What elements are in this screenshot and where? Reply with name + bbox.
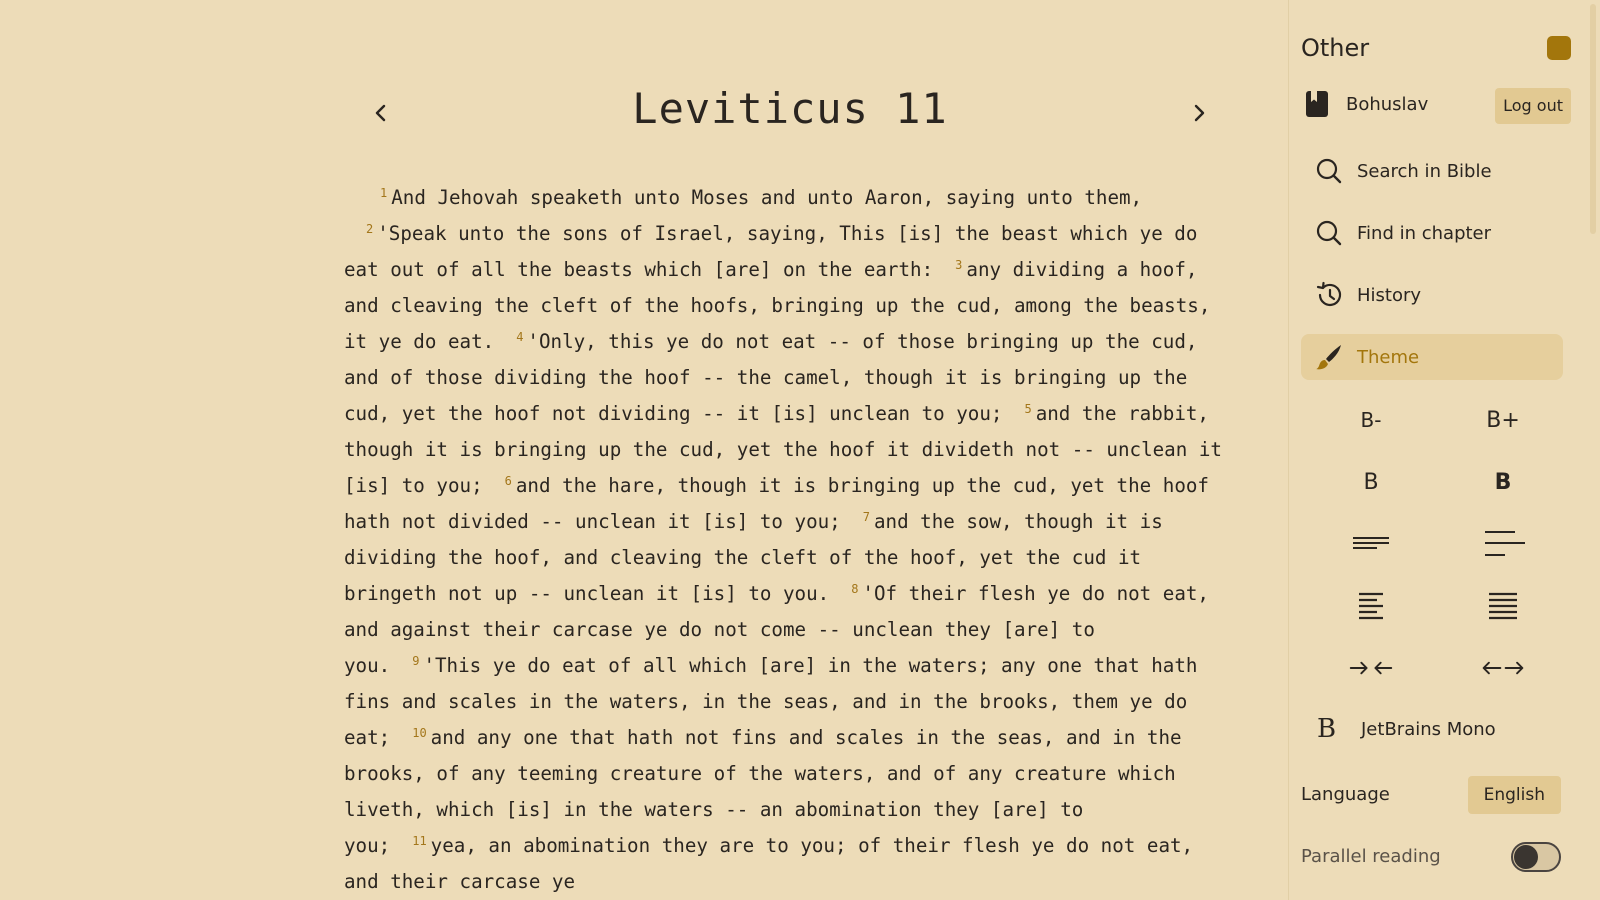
sidebar [1288,0,1600,900]
verse-number[interactable]: 9 [412,653,420,668]
increase-font-size-label: B+ [1486,407,1520,433]
decrease-font-size-label: B- [1360,408,1382,432]
verse-text: any dividing a hoof, and cleaving the cleft of the hoofs, bringing up the cud, among the beasts, it ye do eat. [344,258,1211,353]
search-in-bible-label: Search in Bible [1357,160,1492,182]
normal-weight-label: B [1363,469,1379,495]
verse-number[interactable]: 8 [851,581,859,596]
toggle-knob [1514,845,1538,869]
verse-number[interactable]: 5 [1024,401,1032,416]
decrease-font-size-button[interactable] [1321,398,1421,442]
verse-text: 'Speak unto the sons of Israel, saying, This [is] the beast which ye do eat out of all the beasts which [are] on the earth: [344,222,1198,281]
next-chapter-button[interactable] [1184,98,1214,128]
chevron-right-icon [1189,103,1209,123]
verse-number[interactable]: 7 [862,509,870,524]
line-spacing-wide-button[interactable] [1453,522,1553,566]
verse-text: 'Only, this ye do not eat -- of those bringing up the cud, and of those dividing the hoof -- the camel, though it is bringing up the cud, yet the hoof not dividing -- it [is] unclean to you; [344,330,1198,425]
sidebar-scrollbar[interactable] [1590,4,1596,234]
verse-text: And Jehovah speaketh unto Moses and unto Aaron, saying unto them, [391,186,1143,209]
verse-number[interactable]: 11 [412,833,427,848]
verse-text: and any one that hath not fins and scales in the seas, and in the brooks, of any teeming creature of the waters, and of any creature which liveth, which [is] in the waters -- an abomination they [are] to you; [344,726,1182,857]
verse-number[interactable]: 3 [955,257,963,272]
align-justify-button[interactable] [1453,584,1553,628]
verse-text: and the rabbit, though it is bringing up the cud, yet the hoof it divideth not -- unclean it [is] to you; [344,402,1222,497]
user-name: Bohuslav [1346,94,1429,115]
parallel-reading-toggle[interactable] [1511,842,1561,872]
bookmark-book-icon [1305,90,1329,118]
verse-number[interactable]: 6 [504,473,512,488]
accent-color-swatch[interactable] [1547,36,1571,60]
sidebar-title: Other [1301,34,1370,62]
verse-text: and the sow, though it is dividing the hoof, and cleaving the cleft of the hoof, yet the cud it bringeth not up -- unclean it [is] to you. [344,510,1163,605]
verse-text: 'This ye do eat of all which [are] in the waters; any one that hath fins and scales in the waters, in the seas, and in the brooks, them ye do eat; [344,654,1198,749]
sidebar-header [1301,30,1571,66]
bold-weight-label: B [1494,469,1512,495]
search-icon [1315,219,1343,247]
find-in-chapter-item[interactable] [1301,210,1563,256]
line-spacing-tight-icon [1349,529,1393,559]
paintbrush-icon [1315,343,1343,371]
verse-number[interactable]: 10 [412,725,427,740]
wide-width-button[interactable] [1453,646,1553,690]
search-icon [1315,157,1343,185]
parallel-reading-label: Parallel reading [1301,846,1441,867]
font-glyph-icon: B [1317,714,1337,744]
align-left-button[interactable] [1321,584,1421,628]
chapter-title: Leviticus 11 [632,84,948,133]
normal-weight-button[interactable] [1321,460,1421,504]
verse-text: and the hare, though it is bringing up the cud, yet the hoof hath not divided -- unclean it [is] to you; [344,474,1209,533]
arrows-outward-icon [1481,653,1525,683]
verse-text: 'Of their flesh ye do not eat, and against their carcase ye do not come -- unclean they [are] to you. [344,582,1209,677]
align-left-icon [1349,591,1393,621]
font-family-selector[interactable] [1301,706,1563,752]
logout-button[interactable]: Log out [1495,88,1571,124]
find-in-chapter-label: Find in chapter [1357,222,1492,244]
line-spacing-tight-button[interactable] [1321,522,1421,566]
theme-label: Theme [1357,346,1420,368]
verse-number[interactable]: 4 [516,329,524,344]
language-row [1301,776,1561,814]
line-spacing-wide-icon [1481,529,1525,559]
narrow-width-button[interactable] [1321,646,1421,690]
verse-number[interactable]: 1 [380,185,388,200]
chapter-text [344,180,1224,900]
font-family-label: JetBrains Mono [1361,718,1496,740]
history-item[interactable] [1301,272,1563,318]
language-select-button[interactable]: English [1468,776,1561,814]
history-icon [1315,281,1343,309]
search-in-bible-item[interactable] [1301,148,1563,194]
theme-item[interactable] [1301,334,1563,380]
chapter-header [360,78,1220,148]
user-row [1301,86,1571,124]
verse-text: yea, an abomination they are to you; of their flesh ye do not eat, and their carcase ye [344,834,1194,893]
verse-number[interactable]: 2 [366,221,374,236]
arrows-inward-icon [1349,653,1393,683]
align-justify-icon [1481,591,1525,621]
bold-weight-button[interactable] [1453,460,1553,504]
increase-font-size-button[interactable] [1453,398,1553,442]
parallel-reading-row [1301,838,1561,874]
language-label: Language [1301,784,1390,805]
history-label: History [1357,284,1422,306]
